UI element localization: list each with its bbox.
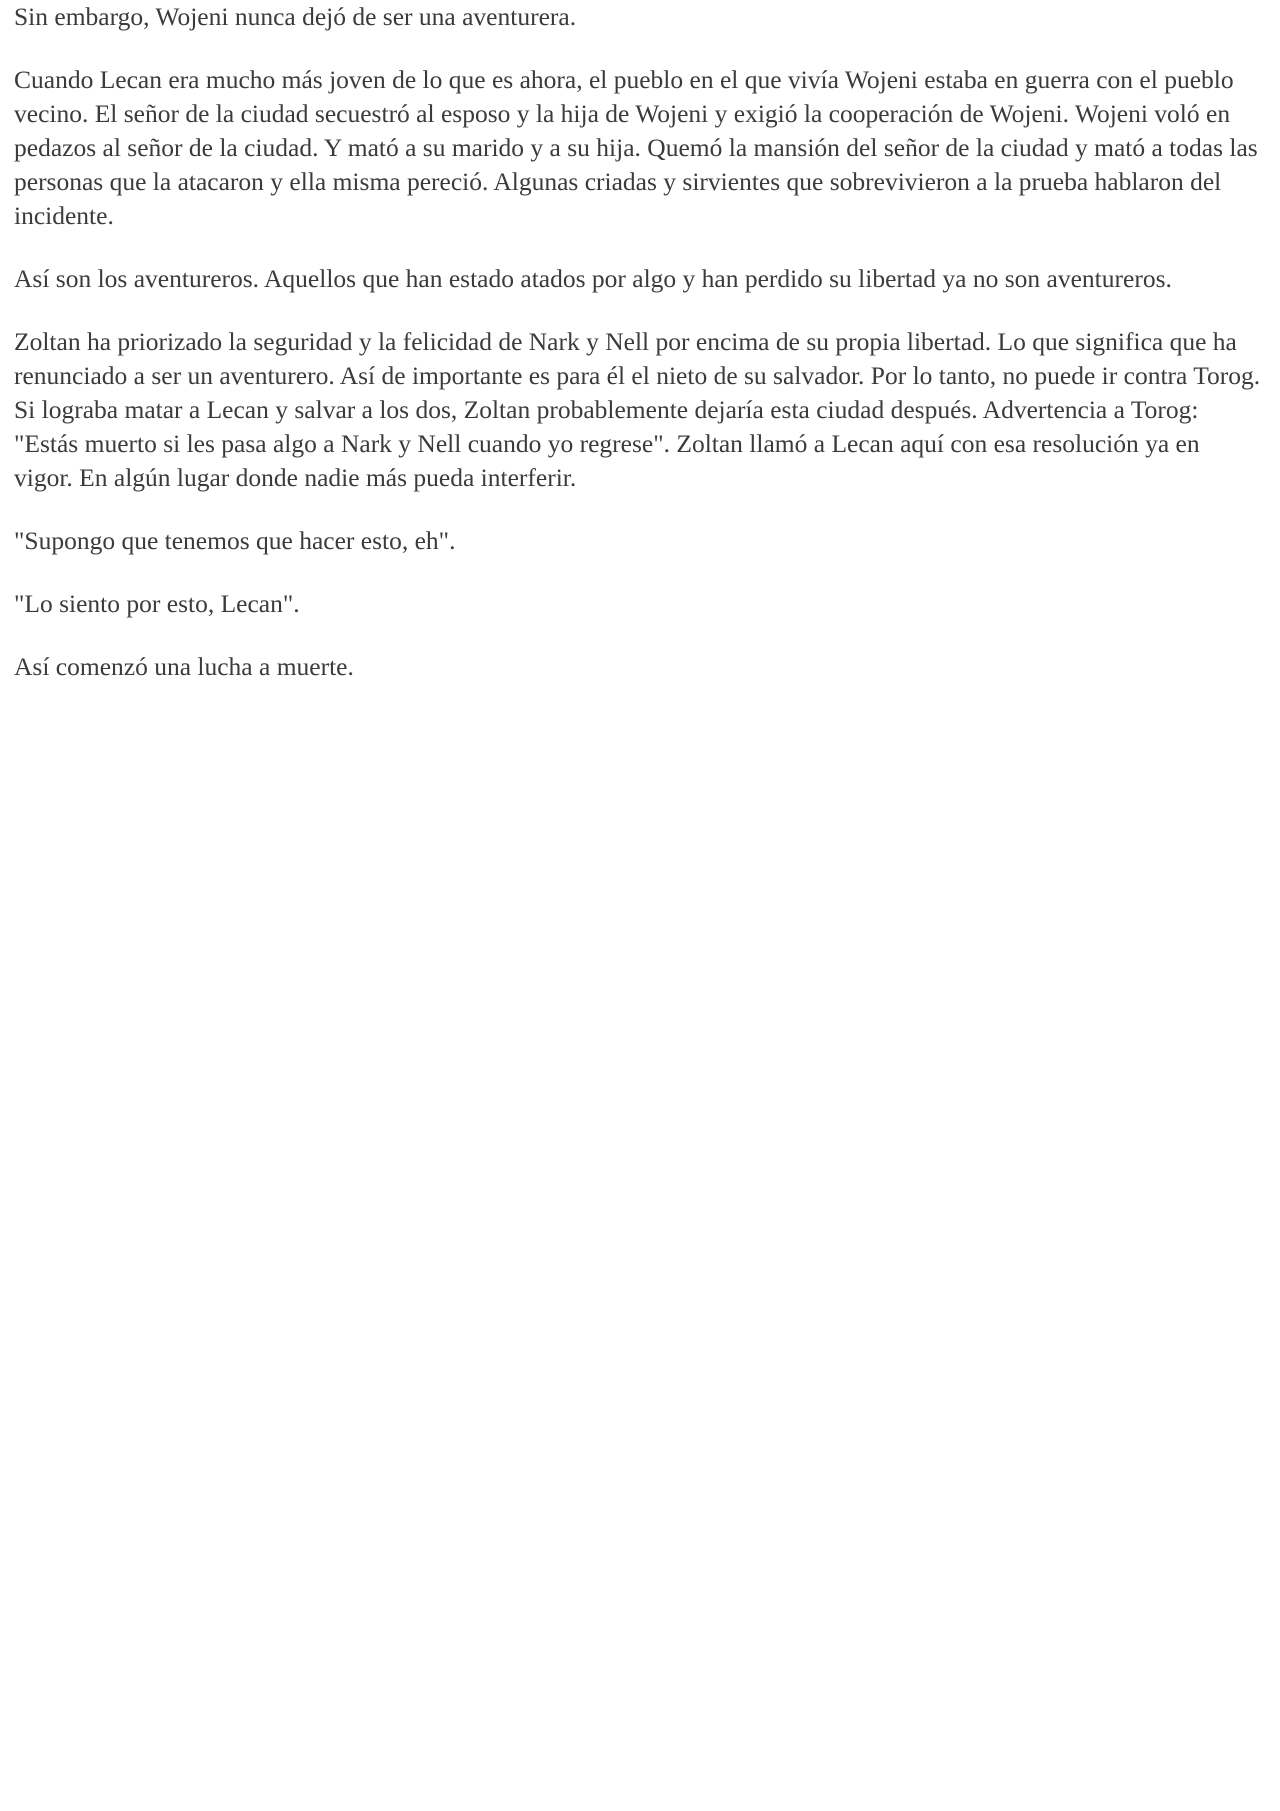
paragraph-3: Así son los aventureros. Aquellos que han estado atados por algo y han perdido su libertad ya no son aventureros. bbox=[14, 264, 1172, 293]
paragraph-6: "Lo siento por esto, Lecan". bbox=[14, 589, 300, 618]
paragraph-7: Así comenzó una lucha a muerte. bbox=[14, 652, 354, 681]
paragraph-4: Zoltan ha priorizado la seguridad y la felicidad de Nark y Nell por encima de su propia libertad. Lo que significa que ha renunciado a ser un aventurero. Así de importante es para él el nieto de su salvador. Por lo tanto, no puede ir contra Torog. Si lograba matar a Lecan y salvar a los dos, Zoltan probablemente dejaría esta ciudad después. Advertencia a Torog: "Estás muerto si les pasa algo a Nark y Nell cuando yo regrese". Zoltan llamó a Lecan aquí con esa resolución ya en vigor. En algún lugar donde nadie más pueda interferir. bbox=[14, 327, 1261, 492]
paragraph-2: Cuando Lecan era mucho más joven de lo que es ahora, el pueblo en el que vivía Wojeni estaba en guerra con el pueblo vecino. El señor de la ciudad secuestró al esposo y la hija de Wojeni y exigió la cooperación de Wojeni. Wojeni voló en pedazos al señor de la ciudad. Y mató a su marido y a su hija. Quemó la mansión del señor de la ciudad y mató a todas las personas que la atacaron y ella misma pereció. Algunas criadas y sirvientes que sobrevivieron a la prueba hablaron del incidente. bbox=[14, 65, 1258, 230]
paragraph-5: "Supongo que tenemos que hacer esto, eh". bbox=[14, 526, 456, 555]
paragraph-1: Sin embargo, Wojeni nunca dejó de ser una aventurera. bbox=[14, 2, 577, 31]
document-page bbox=[14, 0, 1264, 713]
